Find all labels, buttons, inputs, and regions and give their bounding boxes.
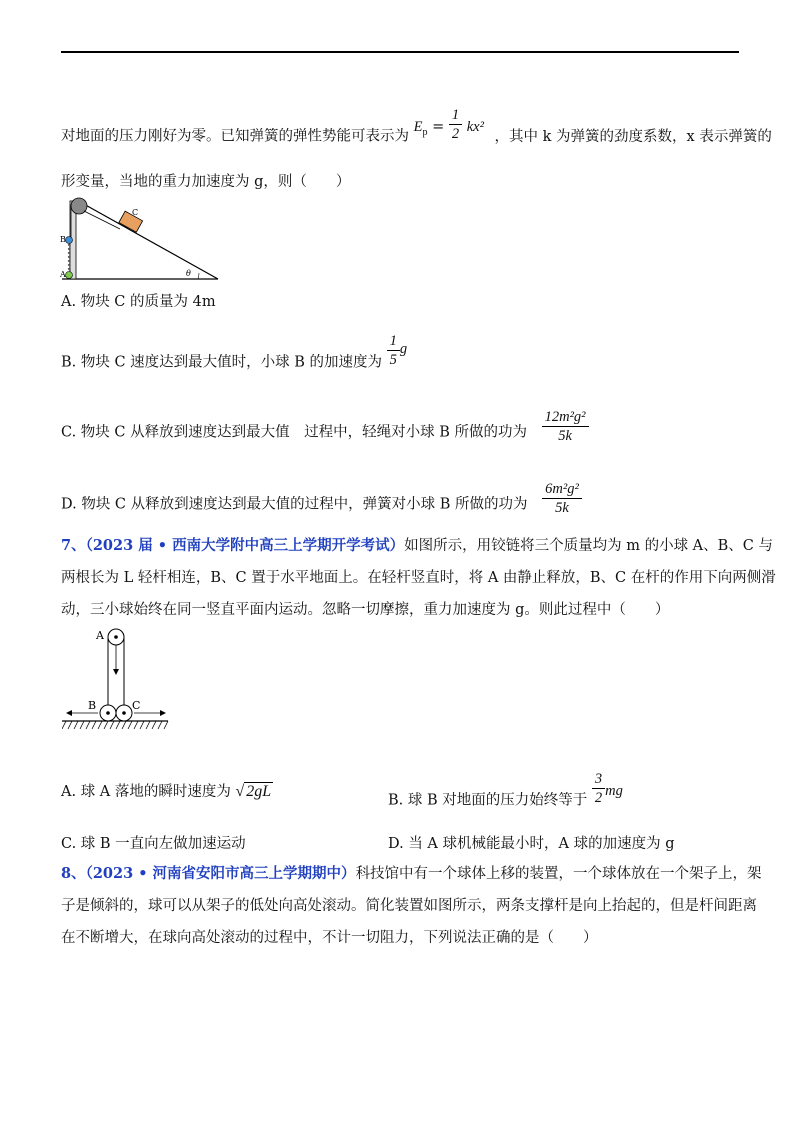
q6-line1: [61, 107, 772, 155]
q6-option-c: C. 物块 C 从释放到速度达到最大值 过程中，轻绳对小球 B 所做的功为 $\frac{\text{12m²g²}}{5k}$: [61, 414, 589, 451]
q8-line1: 8、（2023 • 河南省安阳市高三上学期期中）科技馆中有一个球体上移的装置，一个球体放在一个架子上，架: [61, 865, 762, 882]
q7-optb-fraction: $\frac{3}{2}$: [592, 770, 605, 807]
q7-option-d: D. 当 A 球机械能最小时，A 球的加速度为 g: [388, 836, 675, 852]
q6-line1-pre: 对地面的压力刚好为零。已知弹簧的弹性势能可表示为: [61, 128, 409, 145]
q8-heading: 8、（2023 • 河南省安阳市高三上学期期中）: [61, 865, 356, 882]
ep-tail: kx²: [466, 118, 484, 135]
fig6-label-b: B: [60, 235, 66, 244]
q8-line2: 子是倾斜的，球可以从架子的低处向高处滚动。简化装置如图所示，两条支撑杆是向上抬起的，但是杆间距离: [61, 898, 757, 914]
fig6-label-c: C: [132, 208, 139, 217]
fig7-label-b: B: [88, 699, 97, 712]
q7-option-c: C. 球 B 一直向左做加速运动: [61, 836, 246, 852]
q7-line3: 动，三小球始终在同一竖直平面内运动。忽略一切摩擦，重力加速度为 g。则此过程中（ ）: [61, 602, 670, 618]
q6-optc-fraction: $\frac{\text{12m²g²}}{5k}$: [542, 408, 589, 445]
q7-heading: 7、（2023 届 • 西南大学附中高三上学期开学考试）: [61, 537, 405, 554]
q6-line2: 形变量，当地的重力加速度为 g，则（ ）: [61, 174, 351, 190]
sqrt-expression: √ 2gL: [235, 783, 272, 800]
q8-line3: 在不断增大，在球向高处滚动的过程中，不计一切阻力，下列说法正确的是（ ）: [61, 930, 598, 946]
fig6-label-a: A: [60, 270, 66, 279]
q7-option-b: B. 球 B 对地面的压力始终等于 $\frac{3}{2}$ mg: [388, 771, 623, 809]
ep-equals: =: [432, 118, 445, 135]
q6-optd-fraction: $\frac{\text{6m²g²}}{5k}$: [542, 480, 582, 517]
q7-line2: 两根长为 L 轻杆相连，B、C 置于水平地面上。在轻杆竖直时，将 A 由静止释放，B、C 在杆的作用下向两侧滑: [61, 570, 776, 586]
q7-line1: 7、（2023 届 • 西南大学附中高三上学期开学考试）如图所示，用铰链将三个质量均为 m 的小球 A、B、C 与: [61, 537, 774, 554]
q6-option-a: A. 物块 C 的质量为 4m: [61, 294, 216, 310]
fig7-label-a: A: [96, 629, 104, 642]
ep-fraction: $\frac{1}{2}$: [449, 106, 462, 143]
header-rule: [61, 51, 739, 53]
fig7-label-c: C: [132, 699, 141, 712]
ep-symbol: $E_p$: [413, 118, 428, 138]
q6-optb-fraction: $\frac{1}{5}$: [387, 332, 400, 369]
incline-pulley-figure: [58, 195, 223, 283]
fig6-label-theta: θ: [186, 269, 191, 278]
hinged-balls-figure: [62, 625, 172, 735]
q6-line1-post: ，其中 k 为弹簧的劲度系数，x 表示弹簧的: [494, 128, 772, 145]
q6-option-d: D. 物块 C 从释放到速度达到最大值的过程中，弹簧对小球 B 所做的功为 $\frac{\text{6m²g²}}{5k}$: [61, 486, 582, 523]
q7-option-a: A. 球 A 落地的瞬时速度为 √ 2gL: [61, 783, 272, 800]
q6-option-b: B. 物块 C 速度达到最大值时，小球 B 的加速度为 $\frac{1}{5}$ g: [61, 333, 408, 371]
